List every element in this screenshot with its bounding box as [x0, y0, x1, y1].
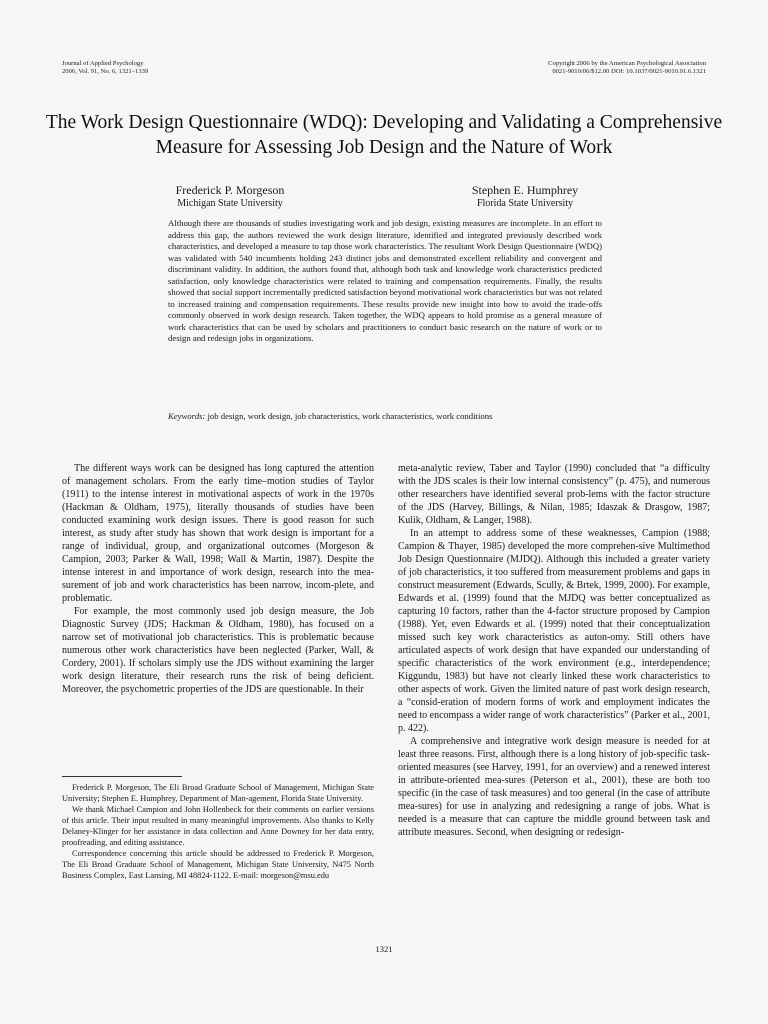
body-paragraph: meta-analytic review, Taber and Taylor (1990) concluded that “a difficulty with the JDS scales is their low internal consistency” (p. 475), and numerous other researchers have identified several prob-lems with the factor structure of the JDS (Harvey, Billings, & Nilan, 1985; Idaszak & Drasgow, 1987; Kulik, Oldham, & Langer, 1988).: [398, 463, 710, 526]
page-number: 1321: [375, 944, 393, 954]
footnotes: [62, 782, 374, 881]
author-block-2: [425, 183, 625, 210]
acknowledgments-note: We thank Michael Campion and John Hollenbeck for their comments on earlier versions of this article. Their input resulted in many meaningful improvements. Also thanks to Kelly Delaney-Klinger for her assistance in data collection and Anne Downey for her data entry, proofreading, and editing assistance.: [62, 805, 374, 847]
copyright-line: Copyright 2006 by the American Psychological Association: [548, 60, 706, 67]
journal-name: Journal of Applied Psychology: [62, 60, 144, 67]
keywords-text: job design, work design, job characteristics, work characteristics, work conditions: [205, 411, 493, 421]
body-column-left: [62, 462, 374, 696]
abstract: Although there are thousands of studies investigating work and job design, existing measures are incomplete. In an effort to address this gap, the authors reviewed the work design literature, identified and integrated previously described work characteristics, and developed a measure to tap those work characteristics. The resultant Work Design Questionnaire (WDQ) was validated with 540 incumbents holding 243 distinct jobs and demonstrated excellent reliability and convergent and discriminant validity. In addition, the authors found that, although both task and knowledge work characteristics predicted satisfaction, only knowledge characteristics were related to training and compensation requirements. Finally, the results showed that social support incrementally predicted satisfaction beyond motivational work characteristics but was not related to increased training and compensation requirements. These results provide new insight into how to avoid the trade-offs commonly observed in work design research. Taken together, the WDQ appears to hold promise as a general measure of work characteristics that can be used by scholars and practitioners to conduct basic research on the nature of work or to design and redesign jobs in organizations.: [168, 218, 602, 343]
body-column-right: [398, 462, 710, 839]
correspondence-note: Correspondence concerning this article should be addressed to Frederick P. Morgeson, The Eli Broad Graduate School of Management, Michigan State University, N475 North Business Complex, East Lansing, MI 48824-1122. E-mail: morgeson@msu.edu: [62, 849, 374, 880]
article-title: The Work Design Questionnaire (WDQ): Developing and Validating a Comprehensive Measure for Assessing Job Design and the Nature of Work: [45, 112, 723, 158]
body-paragraph: A comprehensive and integrative work design measure is needed for at least three reasons. First, although there is a long history of job-specific task-oriented measures (see Harvey, 1991, for an overview) and a renewed interest in attribute-oriented mea-sures (Peterson et al., 2001), these are both too specific (in the case of task measures) and too general (in the case of attribute mea-sures) for use in analyzing and redesigning a range of jobs. What is needed is a measure that can capture the middle ground between task and attribute measures. Second, when designing or redesign-: [398, 736, 710, 838]
journal-volume: 2006, Vol. 91, No. 6, 1321–1339: [62, 68, 149, 75]
author-block-1: [130, 183, 330, 210]
journal-citation: [62, 60, 148, 76]
author-note: Frederick P. Morgeson, The Eli Broad Graduate School of Management, Michigan State University; Stephen E. Humphrey, Department of Man-agement, Florida State University.: [62, 783, 374, 803]
author-affiliation: Florida State University: [476, 198, 574, 209]
body-paragraph: For example, the most commonly used job design measure, the Job Diagnostic Survey (JDS; Hackman & Oldham, 1980), has focused on a narrow set of motivational job characteristics. This is problematic because numerous other work characteristics have been neglected (Parker, Wall, & Cordery, 2001). If scholars simply use the JDS without examining the larger work design literature, their research runs the risk of being deficient. Moreover, the psychometric properties of the JDS are questionable. In their: [62, 606, 374, 695]
doi-line: 0021-9010/06/$12.00 DOI: 10.1037/0021-9010.91.6.1321: [552, 68, 706, 75]
author-name: Frederick P. Morgeson: [175, 183, 285, 197]
author-affiliation: Michigan State University: [177, 198, 283, 209]
copyright-notice: [548, 60, 706, 76]
author-name: Stephen E. Humphrey: [471, 183, 579, 197]
footnote-divider: [62, 776, 182, 777]
body-paragraph: In an attempt to address some of these weaknesses, Campion (1988; Campion & Thayer, 1985) developed the more comprehen-sive Multimethod Job Design Questionnaire (MJDQ). Although this included a greater variety of job characteristics, it too suffered from measurement problems and gaps in construct measurement (Edwards, Scully, & Brtek, 1999, 2000). For example, Edwards et al. (1999) found that the MJDQ was better conceptualized as capturing 10 factors, rather than the 4-factor structure proposed by Campion (1988). Yet, even Edwards et al. (1999) noted that their conceptualization missed such key work characteristics as auton-omy. Still others have articulated aspects of work design that have expanded our understanding of specific characteristics of the work environment (e.g., interdependence; Kiggundu, 1983) but have not clearly linked these work characteristics to other aspects of work. Given the limited nature of past work design research, a “consid-eration of modern forms of work and employment indicates the need to encompass a wider range of work characteristics” (Parker et al., 2001, p. 422).: [398, 528, 710, 734]
body-paragraph: The different ways work can be designed has long captured the attention of management scholars. From the early time–motion studies of Taylor (1911) to the intense interest in motivational aspects of work in the 1970s (Hackman & Oldham, 1975), literally thousands of studies have been conducted examining work design issues. There is good reason for such interest, as study after study has shown that work design is important for a range of individual, group, and organizational outcomes (Morgeson & Campion, 2003; Parker & Wall, 1998; Wall & Martin, 1987). Despite the intense interest in and importance of work design, research into the mea-surement of job and work characteristics has been narrow, incom-plete, and problematic.: [62, 463, 374, 604]
keywords: [168, 411, 602, 423]
keywords-label: Keywords:: [168, 411, 206, 421]
